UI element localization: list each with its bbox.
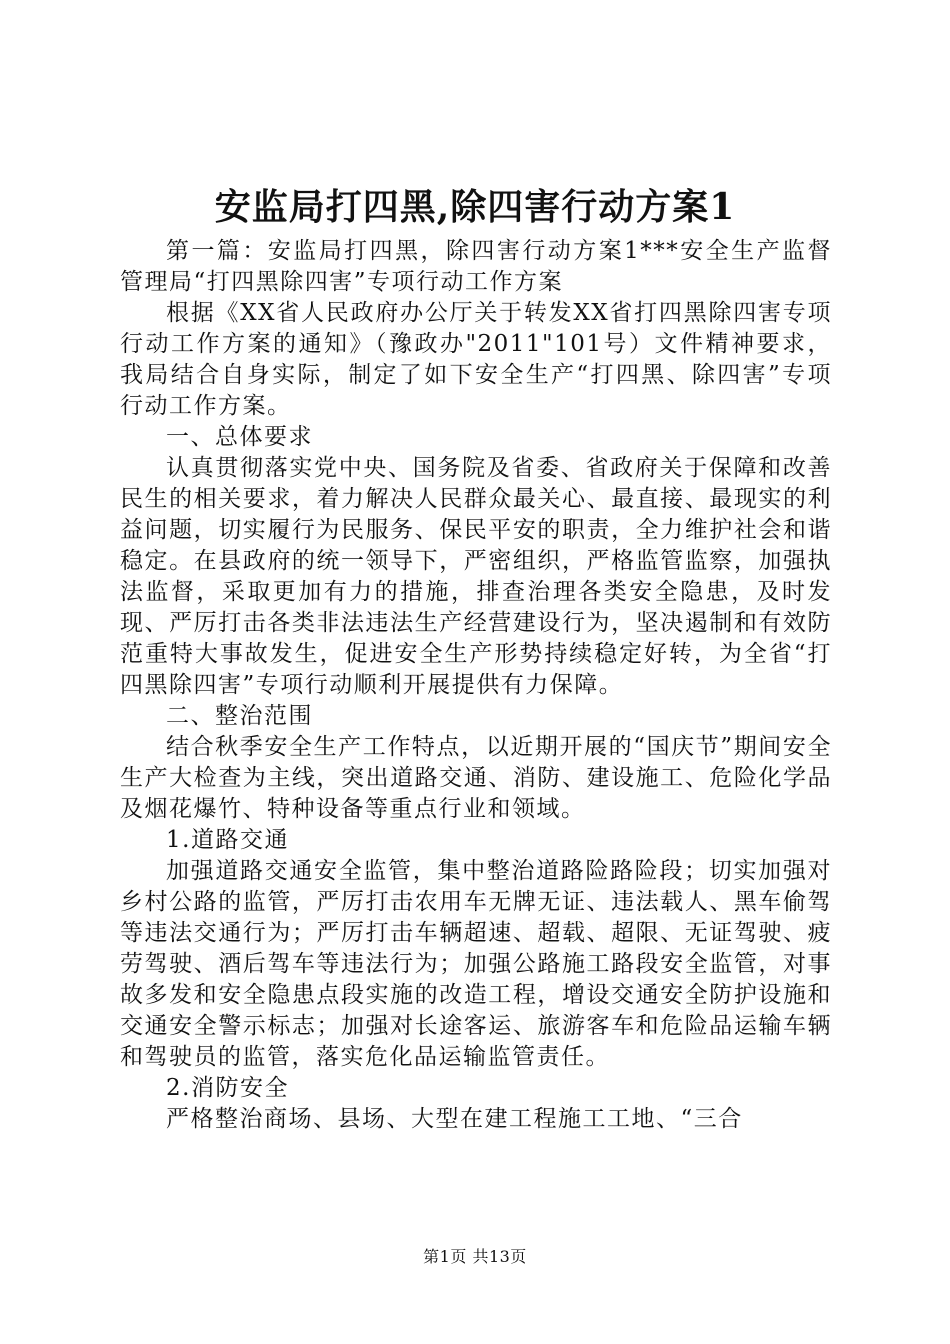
subsection-heading-road-traffic: 1.道路交通 (166, 827, 289, 853)
paragraph-general-requirements: 认真贯彻落实党中央、国务院及省委、省政府关于保障和改善民生的相关要求，着力解决人民群众最关心、最直接、最现实的利益问题，切实履行为民服务、保民平安的职责，全力维护社会和谐稳定。在县政府的统一领导下，严密组织，严格监管监察，加强执法监督，采取更加有力的措施，排查治理各类安全隐患，及时发现、严厉打击各类非法违法生产经营建设行为，坚决遏制和有效防范重特大事故发生，促进安全生产形势持续稳定好转，为全省“打四黑除四害”专项行动顺利开展提供有力保障。 (120, 455, 832, 698)
section-heading-scope: 二、整治范围 (166, 703, 313, 729)
paragraph-fire-safety: 严格整治商场、县场、大型在建工程施工工地、“三合 (166, 1106, 743, 1132)
paragraph-scope: 结合秋季安全生产工作特点，以近期开展的“国庆节”期间安全生产大检查为主线，突出道路交通、消防、建设施工、危险化学品及烟花爆竹、特种设备等重点行业和领域。 (120, 734, 832, 822)
subsection-heading-fire-safety: 2.消防安全 (166, 1075, 289, 1101)
section-heading-general: 一、总体要求 (166, 424, 313, 450)
document-title: 安监局打四黑,除四害行动方案1 (214, 186, 736, 228)
paragraph-intro: 第一篇：安监局打四黑，除四害行动方案1***安全生产监督管理局“打四黑除四害”专项行动工作方案 (120, 238, 832, 295)
paragraph-basis: 根据《XX省人民政府办公厅关于转发XX省打四黑除四害专项行动工作方案的通知》（豫政办"2011"101号）文件精神要求，我局结合自身实际，制定了如下安全生产“打四黑、除四害”专项行动工作方案。 (120, 300, 832, 419)
paragraph-road-traffic: 加强道路交通安全监管，集中整治道路险路险段；切实加强对乡村公路的监管，严厉打击农用车无牌无证、违法载人、黑车偷驾等违法交通行为；严厉打击车辆超速、超载、超限、无证驾驶、疲劳驾驶、酒后驾车等违法行为；加强公路施工路段安全监管，对事故多发和安全隐患点段实施的改造工程，增设交通安全防护设施和交通安全警示标志；加强对长途客运、旅游客车和危险品运输车辆和驾驶员的监管，落实危化品运输监管责任。 (120, 858, 832, 1070)
document-body (120, 236, 832, 1135)
page-footer: 第1页 共13页 (423, 1247, 527, 1266)
